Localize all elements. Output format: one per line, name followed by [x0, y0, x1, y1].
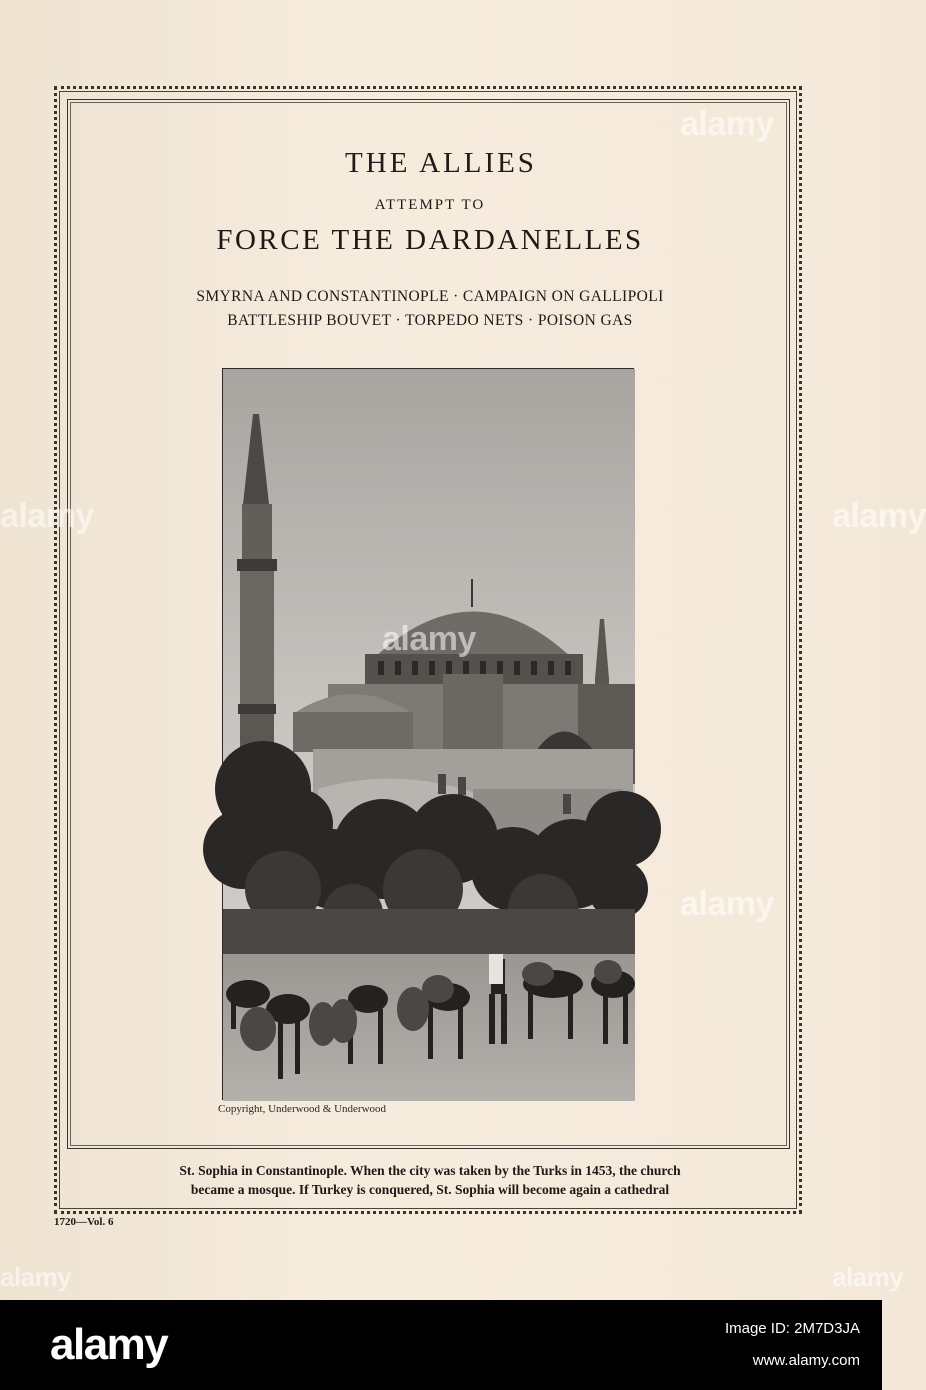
- chapter-topics-line-2: BATTLESHIP BOUVET · TORPEDO NETS · POISON GAS: [227, 312, 633, 329]
- watermark: alamy: [680, 105, 774, 143]
- watermark: alamy: [832, 1262, 904, 1292]
- title-attempt-to: ATTEMPT TO: [374, 197, 486, 213]
- title-force-dardanelles: FORCE THE DARDANELLES: [216, 224, 644, 256]
- watermark: alamy: [0, 497, 94, 535]
- stock-url: www.alamy.com: [752, 1352, 860, 1369]
- chapter-topics-line-1: SMYRNA AND CONSTANTINOPLE · CAMPAIGN ON GALLIPOLI: [196, 288, 664, 305]
- image-id: Image ID: 2M7D3JA: [724, 1320, 860, 1337]
- caption-line-1: St. Sophia in Constantinople. When the city was taken by the Turks in 1453, the church: [179, 1163, 681, 1178]
- watermark: alamy: [680, 885, 774, 923]
- watermark: alamy: [382, 620, 476, 658]
- st-sophia-photograph: [222, 368, 634, 1100]
- stock-footer-bar: [0, 1300, 882, 1390]
- watermark: alamy: [832, 497, 926, 535]
- caption-line-2: became a mosque. If Turkey is conquered, St. Sophia will become again a cathedral: [190, 1182, 670, 1197]
- alamy-logo: alamy: [50, 1320, 168, 1369]
- watermark: alamy: [0, 1262, 72, 1292]
- photo-credit: Copyright, Underwood & Underwood: [218, 1103, 387, 1115]
- page-folio: 1720—Vol. 6: [54, 1216, 114, 1228]
- title-the-allies: THE ALLIES: [345, 147, 537, 179]
